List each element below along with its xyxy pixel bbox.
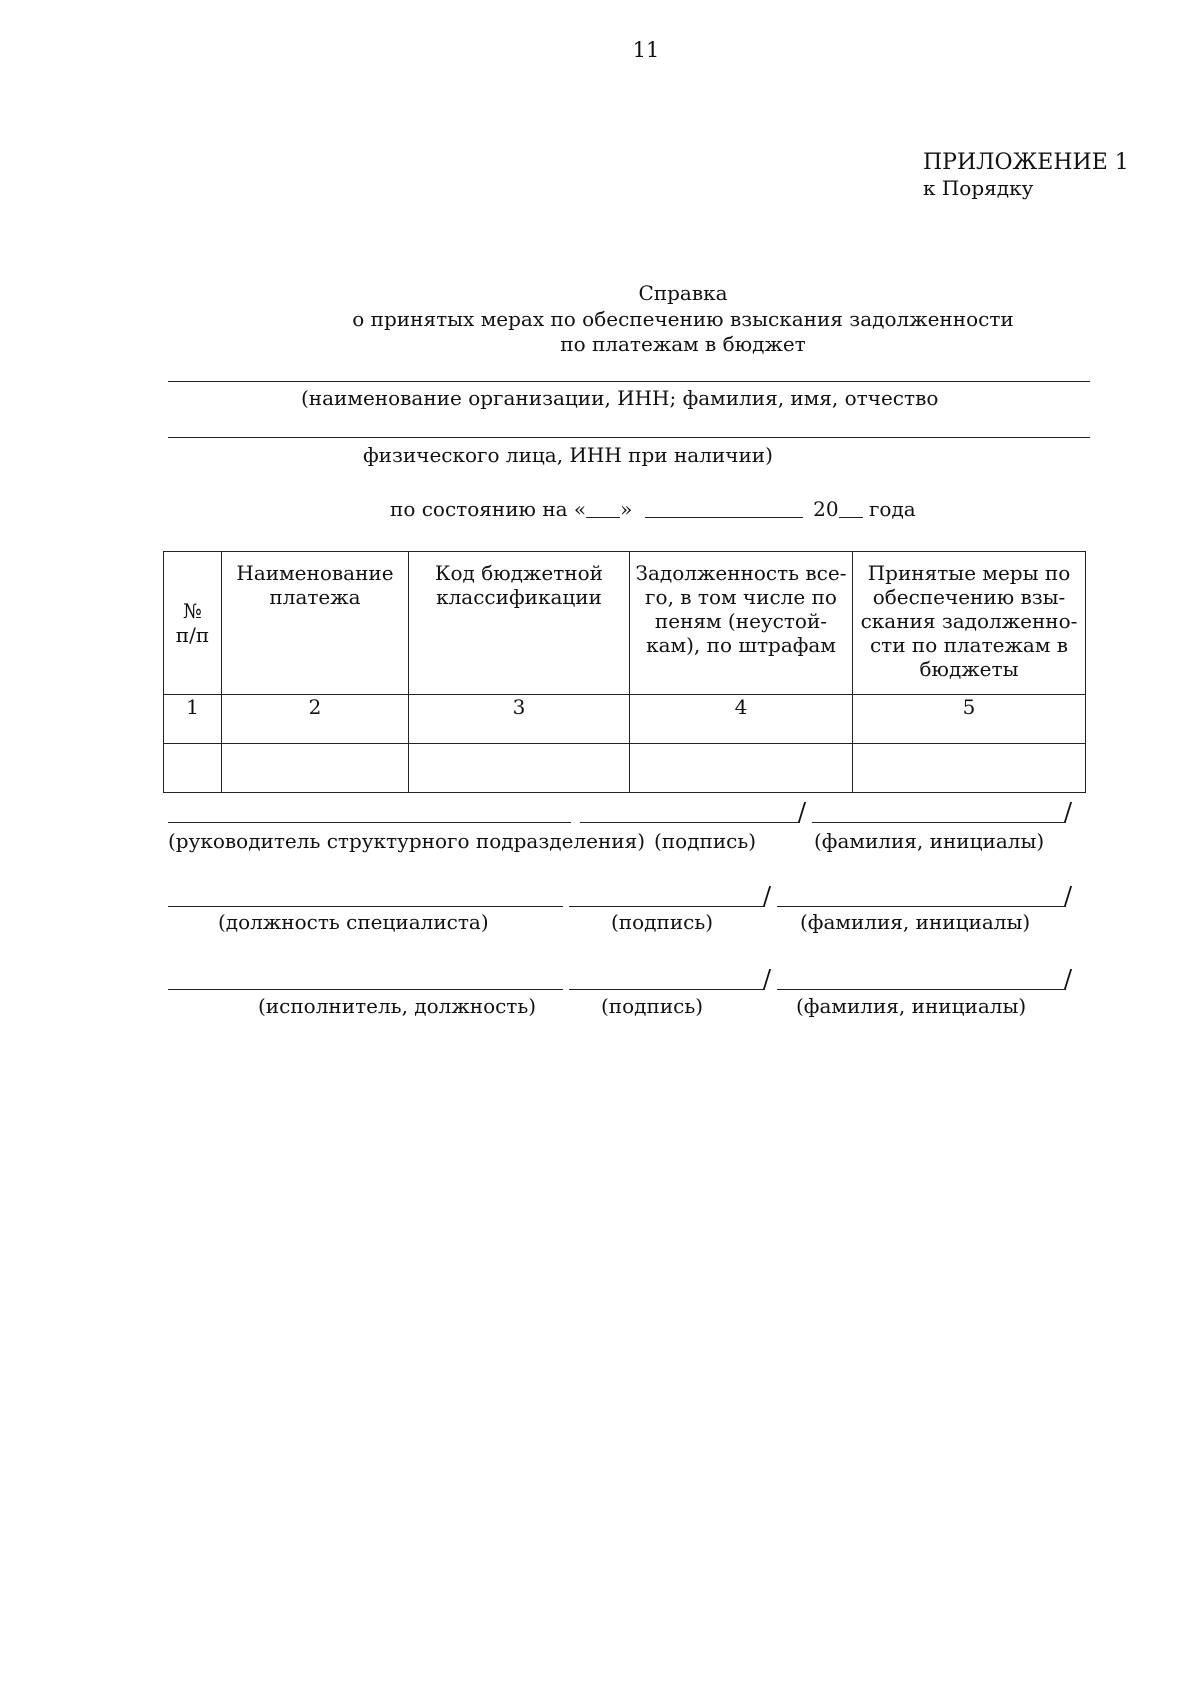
- header-text: классификации: [436, 585, 602, 609]
- column-number: 5: [853, 695, 1086, 744]
- header-text: го, в том числе по: [645, 585, 837, 609]
- sig2-slash-2: /: [1064, 882, 1073, 910]
- column-number: 1: [164, 695, 222, 744]
- debt-measures-table: [163, 551, 1086, 793]
- organization-caption-line1: (наименование организации, ИНН; фамилия, имя, отчество: [301, 386, 939, 410]
- sig3-signature-caption: (подпись): [601, 994, 704, 1018]
- document-subtitle-line2: по платежам в бюджет: [560, 332, 806, 356]
- year-blank: [839, 517, 863, 518]
- as-of-year-prefix: 20: [813, 497, 839, 521]
- column-number: 4: [630, 695, 853, 744]
- sig3-name-line: [777, 989, 1066, 990]
- as-of-quote-close: »: [620, 497, 633, 521]
- sig2-name-caption: (фамилия, инициалы): [800, 910, 1031, 934]
- table-header-row: [164, 552, 1086, 695]
- organization-blank-line-1: [168, 381, 1090, 382]
- header-text: сти по платежам в: [869, 633, 1069, 657]
- column-number: 3: [409, 695, 630, 744]
- organization-caption-line2: физического лица, ИНН при наличии): [363, 443, 773, 467]
- header-text: бюджеты: [919, 657, 1019, 681]
- sig3-role-caption: (исполнитель, должность): [258, 994, 537, 1018]
- sig3-name-caption: (фамилия, инициалы): [796, 994, 1027, 1018]
- sig2-signature-line: [569, 906, 765, 907]
- as-of-suffix: года: [868, 497, 916, 521]
- header-cell-budget-code: [409, 552, 630, 695]
- sig1-signature-line: [580, 822, 800, 823]
- header-cell-payment-name: [222, 552, 409, 695]
- table-cell[interactable]: [409, 744, 630, 793]
- appendix-subtitle: к Порядку: [923, 176, 1034, 200]
- header-cell-measures-taken: [853, 552, 1086, 695]
- page-number: 11: [632, 38, 660, 62]
- sig2-role-line: [168, 906, 563, 907]
- header-text: скания задолженно-: [860, 609, 1078, 633]
- appendix-title: ПРИЛОЖЕНИЕ 1: [923, 150, 1129, 175]
- table-cell[interactable]: [853, 744, 1086, 793]
- sig2-role-caption: (должность специалиста): [218, 910, 489, 934]
- document-title: Справка: [638, 281, 728, 305]
- sig2-slash-1: /: [763, 882, 772, 910]
- sig1-role-caption: (руководитель структурного подразделения): [168, 829, 646, 853]
- sig2-name-line: [777, 906, 1066, 907]
- header-text: Задолженность все-: [635, 561, 847, 585]
- document-subtitle-line1: о принятых мерах по обеспечению взыскания задолженности: [352, 307, 1014, 331]
- sig1-signature-caption: (подпись): [654, 829, 757, 853]
- as-of-prefix: по состоянию на «: [390, 497, 587, 521]
- table-cell[interactable]: [630, 744, 853, 793]
- sig3-slash-1: /: [763, 965, 772, 993]
- sig1-name-caption: (фамилия, инициалы): [814, 829, 1045, 853]
- sig3-slash-2: /: [1064, 965, 1073, 993]
- header-text: п/п: [175, 623, 210, 647]
- header-text: №: [183, 599, 202, 623]
- as-of-date: [390, 497, 916, 521]
- table-row: [164, 744, 1086, 793]
- table-cell[interactable]: [222, 744, 409, 793]
- sig1-slash-1: /: [798, 798, 807, 826]
- sig1-name-line: [812, 822, 1066, 823]
- header-cell-number: [164, 552, 222, 695]
- day-blank: [586, 517, 620, 518]
- header-text: пеням (неустой-: [654, 609, 828, 633]
- month-blank: [645, 517, 803, 518]
- sig3-role-line: [168, 989, 563, 990]
- column-number-row: [164, 695, 1086, 744]
- column-number: 2: [222, 695, 409, 744]
- header-text: Принятые меры по: [867, 561, 1071, 585]
- sig2-signature-caption: (подпись): [611, 910, 714, 934]
- header-text: кам), по штрафам: [646, 633, 836, 657]
- sig1-role-line: [168, 822, 571, 823]
- header-text: Наименование: [236, 561, 394, 585]
- sig1-slash-2: /: [1064, 798, 1073, 826]
- sig3-signature-line: [569, 989, 765, 990]
- header-text: платежа: [269, 585, 361, 609]
- organization-blank-line-2: [168, 437, 1090, 438]
- header-text: обеспечению взы-: [872, 585, 1066, 609]
- table-cell[interactable]: [164, 744, 222, 793]
- header-cell-debt-total: [630, 552, 853, 695]
- header-text: Код бюджетной: [435, 561, 603, 585]
